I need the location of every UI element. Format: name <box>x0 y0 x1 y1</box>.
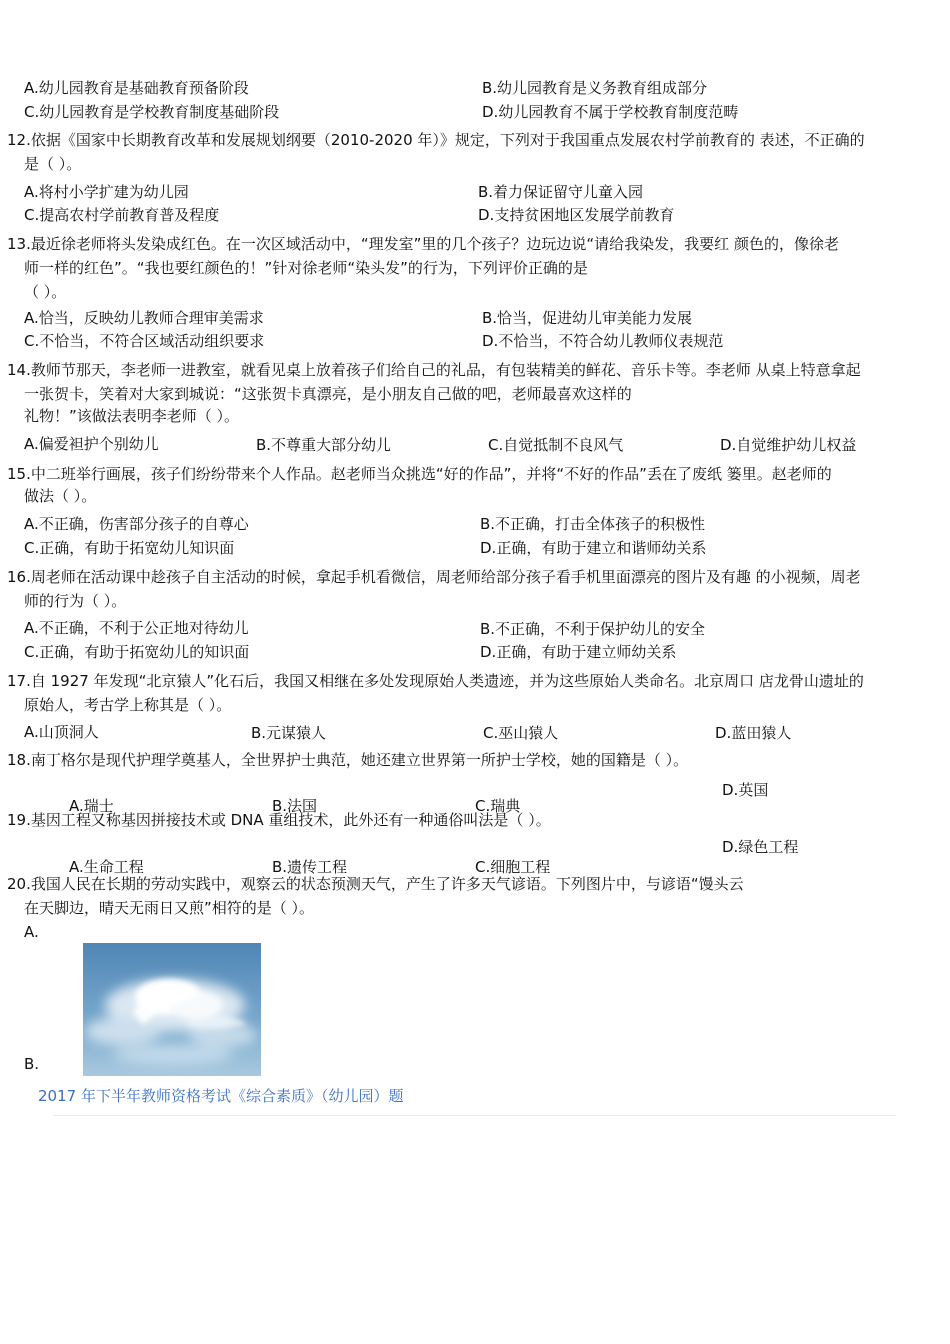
q12-option-c[interactable]: C.提高农村学前教育普及程度 <box>24 206 220 224</box>
q19-option-d[interactable]: D.绿色工程 <box>722 838 799 856</box>
q18-stem-line1: 18.南丁格尔是现代护理学奠基人，全世界护士典范，她还建立世界第一所护士学校，她的国籍是（ ）。 <box>7 751 689 769</box>
q18-option-b[interactable]: B.法国 <box>272 797 318 815</box>
q16-option-c[interactable]: C.正确，有助于拓宽幼儿的知识面 <box>24 643 250 661</box>
q15-stem-line2: 做法（ ）。 <box>24 487 97 505</box>
q16-stem-line2: 师的行为（ ）。 <box>24 592 127 610</box>
q13-stem-line2: 师一样的红色”。“我也要红颜色的！”针对徐老师“染头发”的行为，下列评价正确的是 <box>24 259 588 277</box>
q14-option-b[interactable]: B.不尊重大部分幼儿 <box>256 436 392 454</box>
q20-option-b[interactable]: B. <box>24 1055 40 1073</box>
q12-option-b[interactable]: B.着力保证留守儿童入园 <box>478 183 644 201</box>
q20-option-a[interactable]: A. <box>24 923 39 941</box>
q16-option-d[interactable]: D.正确，有助于建立师幼关系 <box>480 643 677 661</box>
q17-option-d[interactable]: D.蓝田猿人 <box>715 724 792 742</box>
q15-stem-line1: 15.中二班举行画展，孩子们纷纷带来个人作品。赵老师当众挑选“好的作品”，并将“不好的作品”丢在了废纸 篓里。赵老师的 <box>7 465 832 483</box>
q14-option-c[interactable]: C.自觉抵制不良风气 <box>488 436 624 454</box>
q20-stem-line2: 在天脚边，晴天无雨日又煎”相符的是（ ）。 <box>24 899 315 917</box>
q16-option-b[interactable]: B.不正确，不利于保护幼儿的安全 <box>480 620 706 638</box>
q11-option-c[interactable]: C.幼儿园教育是学校教育制度基础阶段 <box>24 103 280 121</box>
q13-option-a[interactable]: A.恰当，反映幼儿教师合理审美需求 <box>24 309 264 327</box>
q19-stem-line1: 19.基因工程又称基因拼接技术或 DNA 重组技术，此外还有一种通俗叫法是（ ）。 <box>7 811 551 829</box>
footer-divider <box>54 1115 896 1116</box>
q13-option-c[interactable]: C.不恰当，不符合区域活动组织要求 <box>24 332 265 350</box>
q14-stem-line3: 礼物！”该做法表明李老师（ ）。 <box>24 407 240 425</box>
q13-option-d[interactable]: D.不恰当，不符合幼儿教师仪表规范 <box>482 332 724 350</box>
cloud-photo[interactable] <box>83 943 261 1076</box>
q12-option-a[interactable]: A.将村小学扩建为幼儿园 <box>24 183 189 201</box>
footer-exam-title-link[interactable]: 2017 年下半年教师资格考试《综合素质》（幼儿园）题 <box>38 1087 404 1105</box>
q20-stem-line1: 20.我国人民在长期的劳动实践中，观察云的状态预测天气，产生了许多天气谚语。下列图片中，与谚语“馒头云 <box>7 875 744 893</box>
q15-option-d[interactable]: D.正确，有助于建立和谐师幼关系 <box>480 539 707 557</box>
q13-option-b[interactable]: B.恰当，促进幼儿审美能力发展 <box>482 309 693 327</box>
q11-option-d[interactable]: D.幼儿园教育不属于学校教育制度范畴 <box>482 103 739 121</box>
q11-option-a[interactable]: A.幼儿园教育是基础教育预备阶段 <box>24 79 249 97</box>
q14-option-d[interactable]: D.自觉维护幼儿权益 <box>720 436 857 454</box>
q19-option-b[interactable]: B.遗传工程 <box>272 858 348 876</box>
q16-stem-line1: 16.周老师在活动课中趁孩子自主活动的时候，拿起手机看微信，周老师给部分孩子看手机里面漂亮的图片及有趣 的小视频，周老 <box>7 568 861 586</box>
q17-stem-line1: 17.自 1927 年发现“北京猿人”化石后，我国又相继在多处发现原始人类遗迹，并为这些原始人类命名。北京周口 店龙骨山遗址的 <box>7 672 864 690</box>
q13-stem-line1: 13.最近徐老师将头发染成红色。在一次区域活动中，“理发室”里的几个孩子？边玩边说“请给我染发，我要红 颜色的，像徐老 <box>7 235 839 253</box>
q15-option-a[interactable]: A.不正确，伤害部分孩子的自尊心 <box>24 515 249 533</box>
q18-option-d[interactable]: D.英国 <box>722 781 769 799</box>
q12-stem-line1: 12.依据《国家中长期教育改革和发展规划纲要（2010-2020 年）》规定，下列对于我国重点发展农村学前教育的 表述，不正确的 <box>7 131 865 149</box>
q15-option-b[interactable]: B.不正确，打击全体孩子的积极性 <box>480 515 706 533</box>
cloud-photo-image <box>83 943 261 1076</box>
q18-option-c[interactable]: C.瑞典 <box>475 797 521 815</box>
q16-option-a[interactable]: A.不正确，不利于公正地对待幼儿 <box>24 619 249 637</box>
q18-option-a[interactable]: A.瑞士 <box>69 797 114 815</box>
q15-option-c[interactable]: C.正确，有助于拓宽幼儿知识面 <box>24 539 235 557</box>
q17-option-a[interactable]: A.山顶洞人 <box>24 723 99 741</box>
q13-stem-line3: （ ）。 <box>24 283 67 301</box>
q12-stem-line2: 是（ ）。 <box>24 155 82 173</box>
q19-option-c[interactable]: C.细胞工程 <box>475 858 551 876</box>
q19-option-a[interactable]: A.生命工程 <box>69 858 144 876</box>
q17-stem-line2: 原始人，考古学上称其是（ ）。 <box>24 696 232 714</box>
q12-option-d[interactable]: D.支持贫困地区发展学前教育 <box>478 206 675 224</box>
q17-option-c[interactable]: C.巫山猿人 <box>483 724 559 742</box>
q14-stem-line1: 14.教师节那天，李老师一进教室，就看见桌上放着孩子们给自己的礼品，有包装精美的鲜花、音乐卡等。李老师 从桌上特意拿起 <box>7 361 861 379</box>
q14-stem-line2: 一张贺卡，笑着对大家到城说：“这张贺卡真漂亮，是小朋友自己做的吧，老师最喜欢这样的 <box>24 385 632 403</box>
q17-option-b[interactable]: B.元谋猿人 <box>251 724 327 742</box>
q11-option-b[interactable]: B.幼儿园教育是义务教育组成部分 <box>482 79 708 97</box>
q14-option-a[interactable]: A.偏爱袒护个别幼儿 <box>24 435 159 453</box>
